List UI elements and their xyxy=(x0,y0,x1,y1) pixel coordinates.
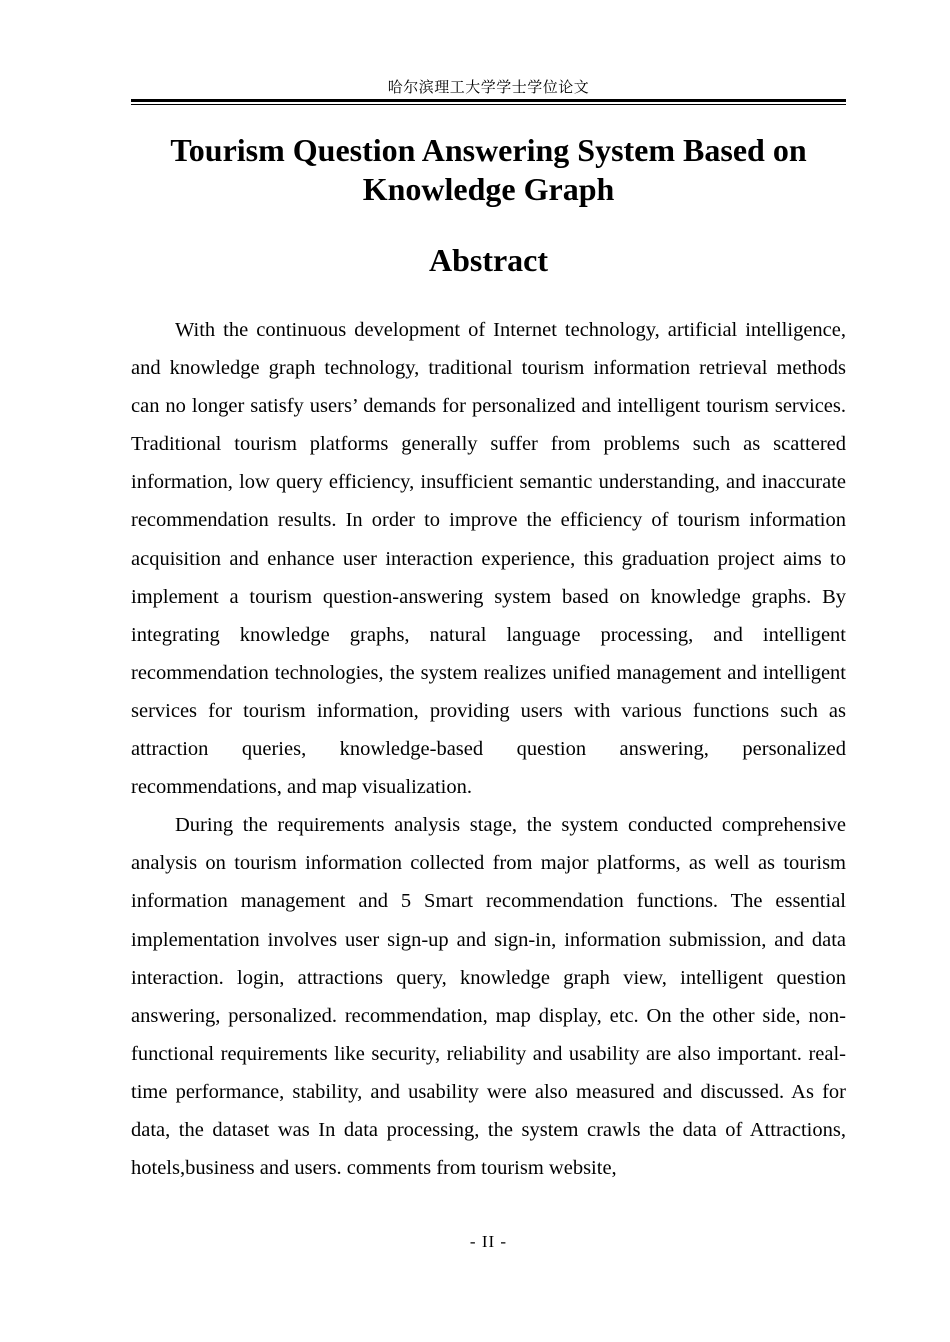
thesis-title-line1: Tourism Question Answering System Based on xyxy=(170,132,807,168)
header-rule-thick xyxy=(131,99,846,102)
abstract-body xyxy=(131,311,846,1187)
thesis-title-line2: Knowledge Graph xyxy=(362,171,615,207)
page-header: 哈尔滨理工大学学士学位论文 xyxy=(387,80,590,96)
abstract-paragraph-1: With the continuous development of Internet technology, artificial intelligence, and knowledge graph technology, traditional tourism information retrieval methods can no longer satisfy users’ demands for personalized and intelligent tourism services. Traditional tourism platforms generally suffer from problems such as scattered information, low query efficiency, insufficient semantic understanding, and inaccurate recommendation results. In order to improve the efficiency of tourism information acquisition and enhance user interaction experience, this graduation project aims to implement a tourism question-answering system based on knowledge graphs. By integrating knowledge graphs, natural language processing, and intelligent recommendation technologies, the system realizes unified management and intelligent services for tourism information, providing users with various functions such as attraction queries, knowledge-based question answering, personalized recommendations, and map visualization. xyxy=(131,319,846,799)
abstract-heading: Abstract xyxy=(428,242,549,278)
page-number: - II - xyxy=(469,1232,508,1251)
thesis-title xyxy=(131,131,846,209)
abstract-paragraph-2: During the requirements analysis stage, the system conducted comprehensive analysis on tourism information collected from major platforms, as well as tourism information management and 5 Smart recommendation functions. The essential implementation involves user sign-up and sign-in, information submission, and data interaction. login, attractions query, knowledge graph view, intelligent question answering, personalized. recommendation, map display, etc. On the other side, non-functional requirements like security, reliability and usability are also important. real-time performance, stability, and usability were also measured and discussed. As for data, the dataset was In data processing, the system crawls the data of Attractions, hotels,business and users. comments from tourism website, xyxy=(131,814,846,1180)
header-rule-thin xyxy=(131,104,846,105)
